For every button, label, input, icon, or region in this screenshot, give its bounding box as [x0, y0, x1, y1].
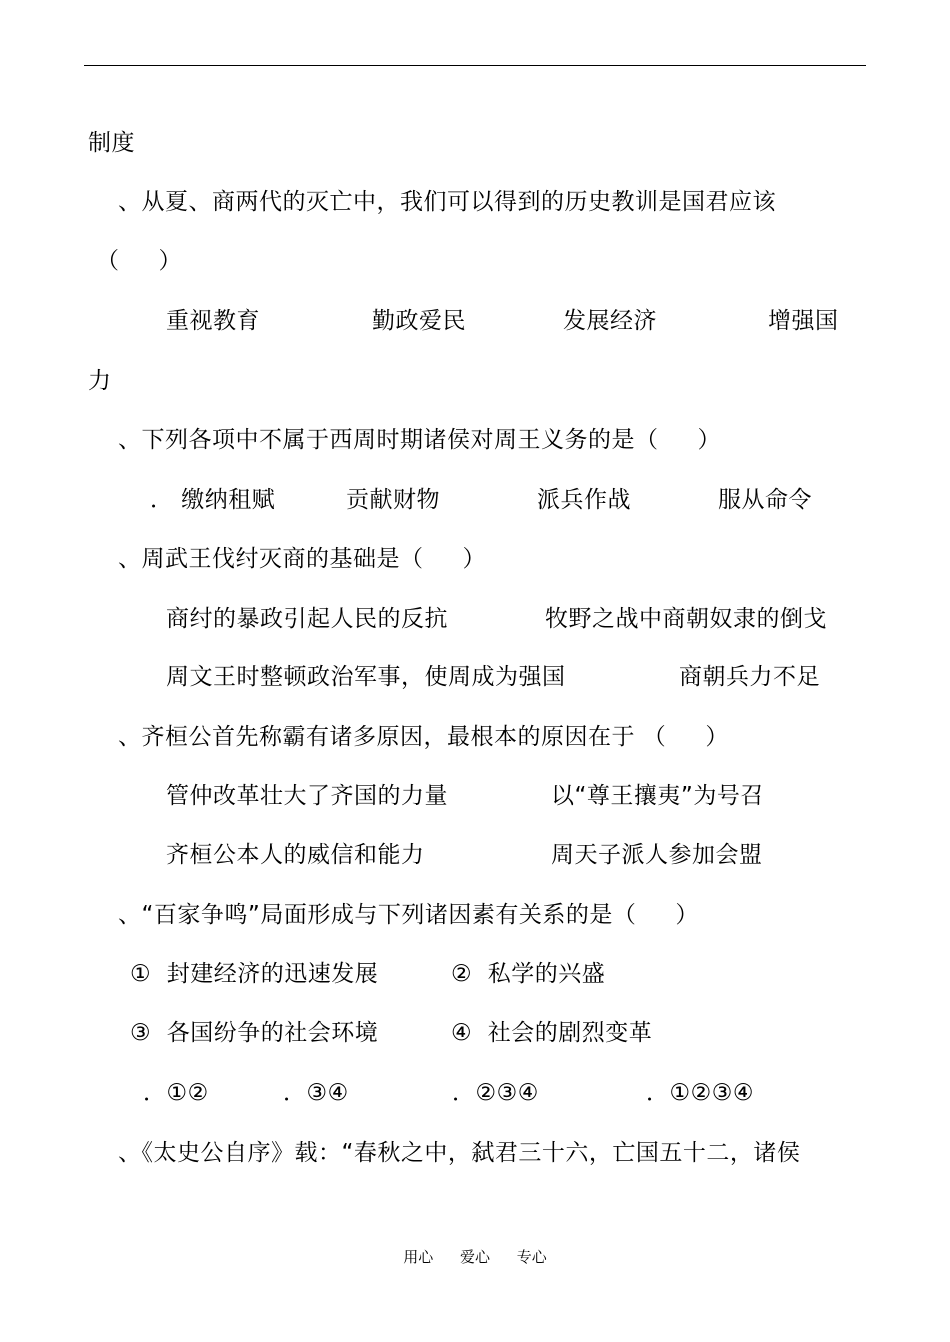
statement-4: ④ 社会的剧烈变革	[451, 1020, 653, 1046]
header-rule	[84, 65, 866, 66]
option-b: 贡献财物	[346, 487, 440, 513]
option-d: 增强国	[768, 308, 839, 334]
page-footer: 用心 爱心 专心	[403, 1248, 547, 1266]
option-a: ． 缴纳租赋	[150, 487, 276, 513]
option-d: 周天子派人参加会盟	[551, 842, 763, 868]
option-a: ．①②	[143, 1080, 209, 1106]
question-line: 、齐桓公首先称霸有诸多原因，最根本的原因在于 （ ）	[118, 724, 729, 750]
statement-2: ② 私学的兴盛	[451, 961, 606, 987]
option-c: 齐桓公本人的威信和能力	[166, 842, 425, 868]
text-line: 力	[88, 368, 112, 394]
option-b: 勤政爱民	[372, 308, 466, 334]
question-line: 、从夏、商两代的灭亡中，我们可以得到的历史教训是国君应该	[118, 189, 776, 215]
option-c: 周文王时整顿政治军事，使周成为强国	[166, 664, 566, 690]
option-a: 商纣的暴政引起人民的反抗	[166, 606, 448, 632]
option-d: ．①②③④	[646, 1080, 754, 1106]
option-b: 以“尊王攘夷”为号召	[551, 783, 764, 809]
text-line: 制度	[88, 130, 135, 156]
option-b: 牧野之战中商朝奴隶的倒戈	[545, 606, 827, 632]
question-line: 、下列各项中不属于西周时期诸侯对周王义务的是（ ）	[118, 427, 722, 453]
option-d: 商朝兵力不足	[679, 664, 820, 690]
answer-bracket: （ ）	[96, 248, 183, 274]
question-line: 、周武王伐纣灭商的基础是（ ）	[118, 546, 487, 572]
option-c: ．②③④	[452, 1080, 539, 1106]
option-b: ．③④	[283, 1080, 349, 1106]
option-a: 管仲改革壮大了齐国的力量	[166, 783, 448, 809]
option-c: 发展经济	[563, 308, 657, 334]
option-a: 重视教育	[166, 308, 260, 334]
option-c: 派兵作战	[537, 487, 631, 513]
question-line: 、《太史公自序》载：“春秋之中，弑君三十六，亡国五十二，诸侯	[118, 1140, 801, 1166]
statement-3: ③ 各国纷争的社会环境	[130, 1020, 379, 1046]
option-d: 服从命令	[718, 487, 812, 513]
statement-1: ① 封建经济的迅速发展	[130, 961, 379, 987]
question-line: 、“百家争鸣”局面形成与下列诸因素有关系的是（ ）	[118, 902, 699, 928]
